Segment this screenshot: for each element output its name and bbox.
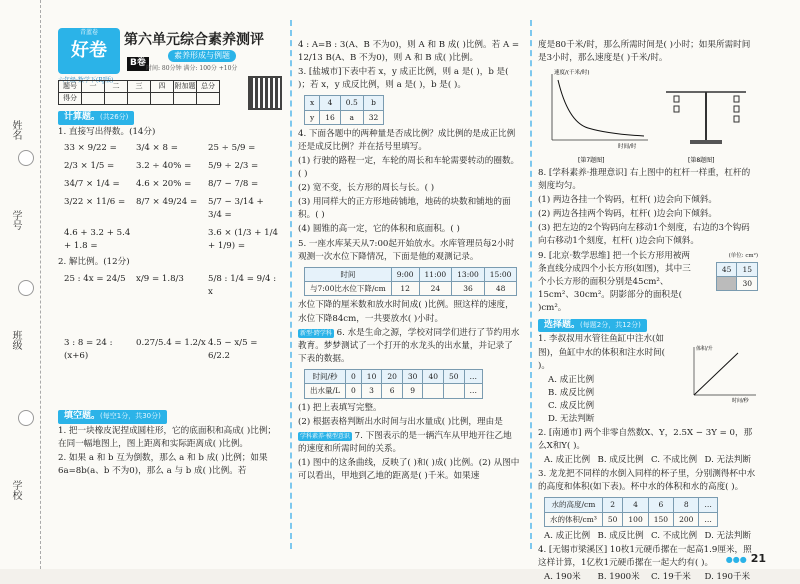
fill-question-4: 4. 下面各题中的两种量是否成比例？成比例的是成正比例还是成反比例？并在括号里填写。 bbox=[298, 129, 516, 153]
fill-question-8: 8. [学科素养·推理意识] 右上图中的杠杆一样重，杠杆的刻度均匀。 bbox=[538, 168, 751, 192]
column-divider bbox=[290, 20, 292, 549]
name-label: 姓名 bbox=[10, 120, 21, 140]
fill-question-3: 3. [盐城市]下表中若 x，y 成正比例，则 a 是( )，b 是( )；若 x，y 成反比例，则 a 是( )，b 是( )。 bbox=[298, 67, 509, 91]
volume-badge: B卷 bbox=[127, 57, 149, 71]
hole-mark bbox=[18, 280, 34, 296]
subtitle-badge: 素养形成与例题 bbox=[168, 50, 236, 62]
table-choice-3: 水的高度/cm 2 4 6 8 … 水的体积/cm³ 50 100 150 200 … bbox=[544, 497, 718, 527]
class-label: 班级 bbox=[10, 330, 21, 350]
table-q3: x 4 0.5 b y 16 a 32 bbox=[304, 95, 384, 125]
svg-text:时间/秒: 时间/秒 bbox=[732, 398, 749, 405]
page-title: 第六单元综合素养测评B卷 bbox=[124, 30, 280, 73]
column-divider bbox=[530, 20, 532, 549]
q8-part-2: (2) 两边各挂两个钩码，杠杆( )边会向下倾斜。 bbox=[538, 209, 718, 220]
q4-part-2: (2) 宽不变，长方形的周长与长。( ) bbox=[298, 183, 435, 194]
q6-part-1: (1) 把上表填写完整。 bbox=[298, 402, 382, 413]
question-1: 1. 直接写出得数。(14分) bbox=[58, 126, 156, 137]
q5-answer: 水位下降的厘米数和放水时间成( )比例。照这样的速度，水位下降84cm，一共要放水( )小时。 bbox=[298, 300, 514, 324]
fig7-caption: [第7题图] bbox=[578, 157, 605, 165]
column-3 bbox=[538, 38, 758, 584]
hole-mark bbox=[18, 150, 34, 166]
svg-text:体积/升: 体积/升 bbox=[696, 346, 713, 353]
rectangle-figure: 45 15 30 bbox=[716, 262, 758, 292]
q7-cont: 度是80千米/时，那么所需时间是( )小时；如果所需时间是3小时，那么速度是( )千米/时。 bbox=[538, 40, 751, 64]
column-2 bbox=[298, 38, 520, 484]
logo-main-text: 好卷 bbox=[71, 40, 107, 62]
q6-part-2: (2) 根据表格判断出水时间与出水量成( )比例，理由是 bbox=[298, 416, 503, 427]
page-number: ●●● 21 bbox=[725, 552, 766, 565]
grade-label: 六年级·数学下(RJ版) bbox=[58, 77, 114, 84]
q4-part-3: (3) 用同样大的正方形地砖铺地，地砖的块数和铺地的面积。( ) bbox=[298, 197, 511, 221]
fill-question-2: 2. 如果 a 和 b 互为倒数，那么 a 和 b 成( )比例；如果 6a=8b(a、b 不为0)，那么 a 与 b 成( )比例。若 bbox=[58, 453, 268, 477]
header bbox=[58, 28, 280, 108]
calc-grid: 33 × 9/22 = 3/4 × 8 = 25 ÷ 5/9 = 2/3 × 1/5 = 3.2 ÷ 40% = 5/9 ÷ 2/3 = 34/7 × 1/4 = 4.6 × 20% = 8/7 − 7/8 = 3/22 × 11/6 = 8/7 × 49/24 = 5/7 − 3/14 + 3/4 = 4.6 + 3.2 + 5.4 + 1.8 = 3.6 × (1/3 + 1/4 + 1/9) = bbox=[64, 142, 279, 252]
logo-top-text: 青蓝卷 bbox=[79, 29, 98, 36]
section-choice: 选择题。(每题2分，共12分) bbox=[538, 319, 647, 333]
x-axis-label: 时间/时 bbox=[618, 144, 637, 151]
section-fill-blank: 填空题。(每空1分，共30分) bbox=[58, 410, 167, 424]
choice-question-2: 2. [南通市] 两个非零自然数X、Y，2.5X − 3Y = 0，那么X和Y( )。 bbox=[538, 427, 753, 451]
q8-part-3: (3) 把左边的2个钩码向左移动1个刻度，右边的3个钩码向右移动1个刻度，杠杆( )边会向下倾斜。 bbox=[538, 223, 750, 247]
binding-margin bbox=[0, 0, 41, 569]
hole-mark bbox=[18, 410, 34, 426]
fig8-caption: [第8题图] bbox=[688, 157, 715, 165]
school-label: 学校 bbox=[10, 480, 21, 500]
student-id-label: 学号 bbox=[10, 210, 21, 230]
lever-figure bbox=[666, 92, 746, 164]
tag-badge: 新型·跨学科 bbox=[300, 329, 332, 337]
fill-question-6: 新型·跨学科 6. 水是生命之源，学校对同学们进行了节约用水教育。梦梦测试了一个打开的水龙头的出水量，并记录了下表的数据。 bbox=[298, 327, 520, 364]
fill-question-7: 学科素养·模型意识 7. 下图表示的是一辆汽车从甲地开往乙地的速度和所需时间的关系。 bbox=[298, 430, 512, 454]
brand-logo bbox=[58, 28, 120, 74]
tag-badge: 学科素养·模型意识 bbox=[300, 432, 350, 440]
figures-7-8 bbox=[538, 66, 758, 166]
qr-code-icon bbox=[248, 76, 282, 110]
q4-options: A. 190米 B. 1900米 C. 19千米 D. 190千米 bbox=[544, 572, 751, 583]
score-table: 题号 一 二 三 四 附加题 总分 得分 bbox=[58, 80, 220, 105]
ratio-row-1: 25 : 4x = 24/5 x/9 = 1.8/3 5/8 : 1/4 = 9/4 : x bbox=[64, 274, 277, 298]
volume-time-chart bbox=[682, 343, 758, 403]
fill-question-2-cont: 4 : A=B : 3(A、B 不为0)，则 A 和 B 成( )比例。若 A = 12/13 B(A、B 不为0)，则 A 和 B 成( )比例。 bbox=[298, 40, 520, 64]
time-score-meta: 时间: 80分钟 满分: 100分 +10分 bbox=[146, 65, 238, 72]
speed-time-chart bbox=[552, 68, 648, 164]
figures-svg bbox=[538, 66, 758, 166]
y-axis-label: 速度/(千米/时) bbox=[554, 70, 590, 77]
choice-question-1: 1. 李叔叔用水管往鱼缸中注水(如图)，鱼缸中水的体积和注水时间( )。 A. 成正比例 B. 成反比例 C. 成反比例 D. 无法判断 体积/升 时间/秒 bbox=[538, 333, 758, 425]
fill-question-5: 5. 一座水库某天从7:00起开始放水。水库管理员每2小时观测一次水位下降情况，下面是他的观测记录。 bbox=[298, 238, 515, 262]
question-2: 2. 解比例。(12分) bbox=[58, 257, 130, 268]
q4-part-1: (1) 行驶的路程一定，车轮的周长和车轮需要转动的圈数。( ) bbox=[298, 156, 520, 180]
section-calculation: 计算题。(共26分) bbox=[58, 111, 134, 125]
q8-part-1: (1) 两边各挂一个钩码，杠杆( )边会向下倾斜。 bbox=[538, 195, 718, 206]
choice-question-4: 4. [无锡市梁溪区] 10枚1元硬币摞在一起高1.9厘米，照这样计算，1亿枚1元硬币摞在一起大约有( )。 bbox=[538, 545, 752, 569]
choice-question-3: 3. 龙龙把不同样的水倒入同样的杯子里，分别测得杯中水的高度和体积(如下表)。杯中水的体积和水的高度( )。 bbox=[538, 469, 756, 493]
ratio-row-2: 3 : 8 = 24 : (x+6) 0.27/5.4 = 1.2/x 4.5 − x/5 = 6/2.2 bbox=[64, 338, 258, 362]
fill-question-9: 9. [北京·数学思维] 把一个长方形用被两条直线分成四个小长方形(如图)，其中三个小长方形的面积分别是45cm²、15cm²、30cm²。阴影部分的面积是( )cm²。 (单位: cm²) 45 15 30 bbox=[538, 250, 758, 313]
q7-parts: (1) 图中的这条曲线，反映了( )和( )成( )比例。(2) 从图中可以看出，甲地到乙地的距离是( )千米。如果速 bbox=[298, 457, 520, 481]
column-1 bbox=[58, 28, 280, 479]
fill-question-1: 1. 把一块橡皮泥捏成圆柱形，它的底面积和高成( )比例；在同一幅地图上，图上距离和实际距离成( )比例。 bbox=[58, 426, 277, 450]
table-q5: 时间 9:00 11:00 13:00 15:00 与7:00比水位下降/cm 12 24 36 48 bbox=[304, 267, 517, 297]
table-q6: 时间/秒 0 10 20 30 40 50 … 出水量/L 0 3 6 9 … bbox=[304, 369, 483, 399]
q2-options: A. 成正比例 B. 成反比例 C. 不成比例 D. 无法判断 bbox=[544, 455, 751, 466]
q4-part-4: (4) 圆锥的高一定，它的体积和底面积。( ) bbox=[298, 224, 460, 235]
q3-options: A. 成正比例 B. 成反比例 C. 不成比例 D. 无法判断 bbox=[544, 531, 751, 542]
fig9-unit: (单位: cm²) bbox=[728, 252, 758, 259]
